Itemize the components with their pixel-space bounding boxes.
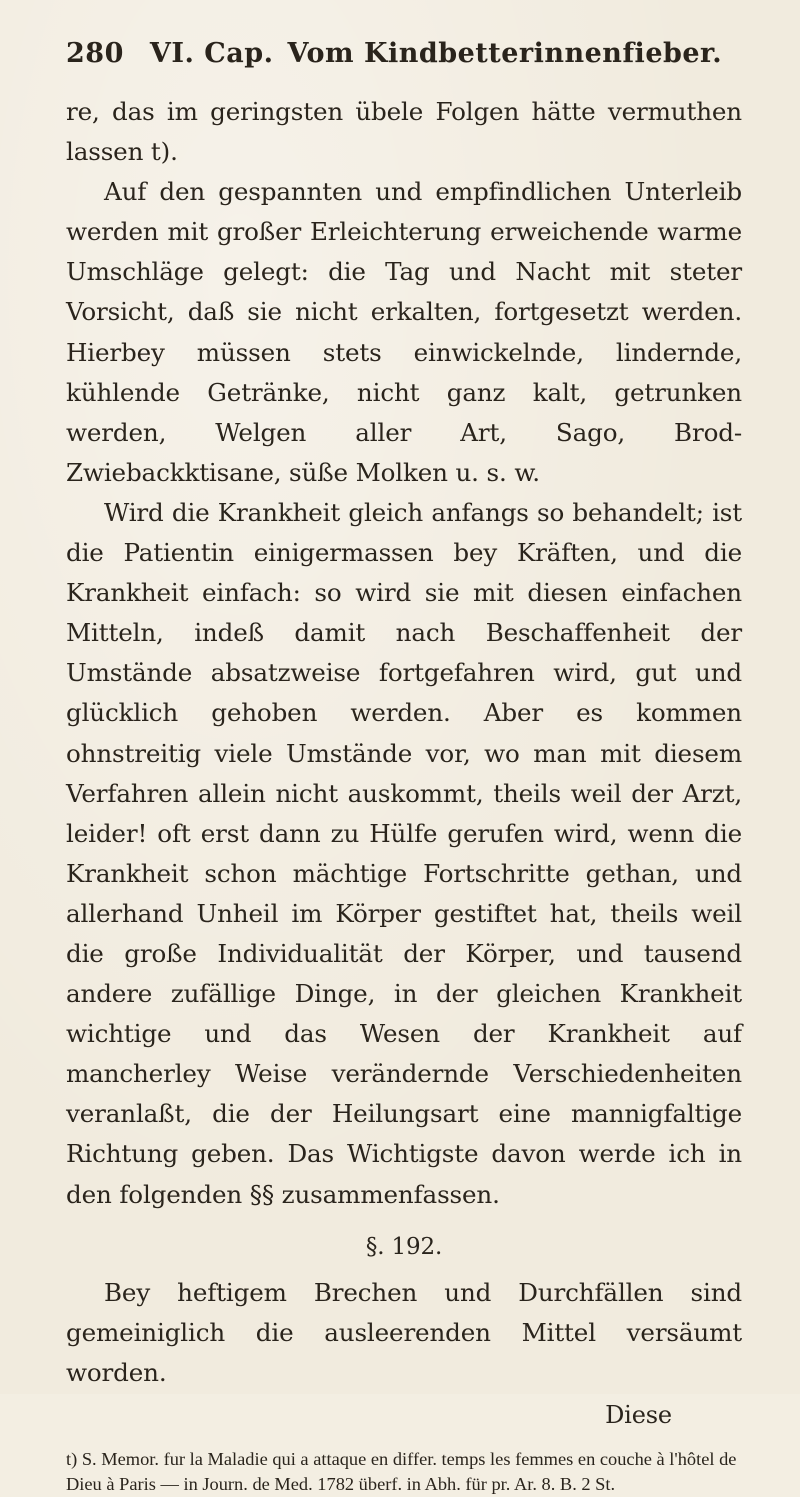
section-number: §. 192. (365, 1233, 443, 1260)
paragraph-continuation: re, das im geringsten übele Folgen hätte vermuthen lassen t). (66, 97, 742, 167)
main-text (66, 92, 742, 1433)
paragraph-section-192: Bey heftigem Brechen und Durchfällen sind gemeiniglich die ausleerenden Mittel versäumt worden. (66, 1277, 742, 1387)
footnote: t) S. Memor. fur la Maladie qui a attaque en differ. temps les femmes en couche à l'hôtel de Dieu à Paris — in Journ. de Med. 1782 überf. in Abh. für pr. Ar. 8. B. 2 St. (66, 1448, 737, 1494)
paragraph-complications: Wird die Krankheit gleich anfangs so behandelt; ist die Patientin einigermassen bey Kräften, und die Krankheit einfach: so wird sie mit diesen einfachen Mitteln, indeß damit nach Beschaffenheit der Umstände absatzweise fortgefahren wird, gut und glücklich gehoben werden. Aber es kommen ohnstreitig viele Umstände vor, wo man mit diesem Verfahren allein nicht auskommt, theils weil der Arzt, leider! oft erst dann zu Hülfe gerufen wird, wenn die Krankheit schon mächtige Fortschritte gethan, und allerhand Unheil im Körper gestiftet hat, theils weil die große Individualität der Körper, und tausend andere zufällige Dinge, in der gleichen Krankheit wichtige und das Wesen der Krankheit auf mancherley Weise verändernde Verschiedenheiten veranlaßt, die der Heilungsart eine mannigfaltige Richtung geben. Das Wichtigste davon werde ich in den folgenden §§ zusammenfassen. (66, 497, 742, 1209)
catchword: Diese (605, 1400, 672, 1429)
page-header (66, 38, 742, 82)
paragraph-treatment: Auf den gespannten und empfindlichen Unterleib werden mit großer Erleichterung erweichende warme Umschläge gelegt: die Tag und Nacht mit steter Vorsicht, daß sie nicht erkalten, fortgesetzt werden. Hierbey müssen stets einwickelnde, lindernde, kühlende Getränke, nicht ganz kalt, getrunken werden, Welgen aller Art, Sago, Brod- Zwiebackktisane, süße Molken u. s. w. (66, 177, 742, 487)
running-title: Vom Kindbetterinnenfieber. (287, 38, 723, 69)
page-number: 280 (66, 38, 124, 69)
chapter-label: VI. Cap. (149, 38, 274, 69)
